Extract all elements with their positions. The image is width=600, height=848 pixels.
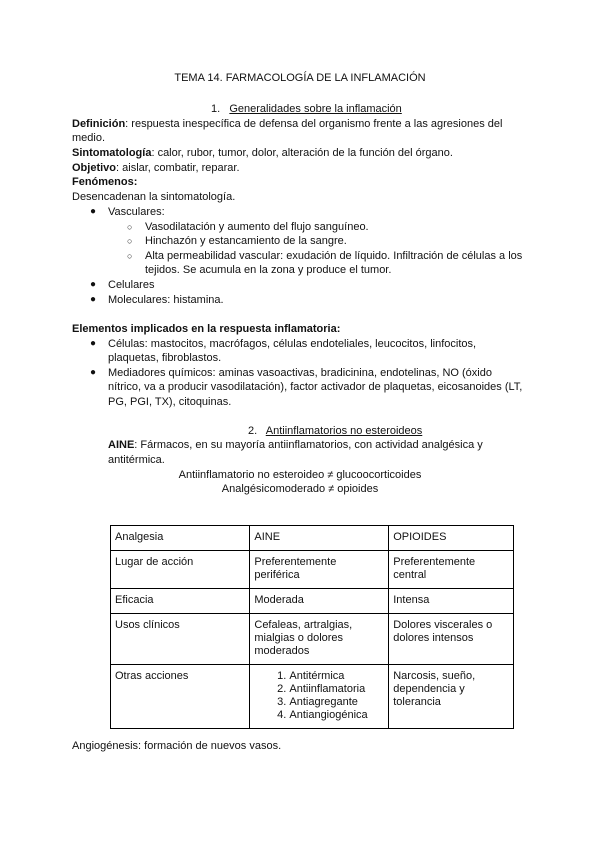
table-header-cell: AINE bbox=[250, 526, 389, 551]
list-item-vasculares: Vasculares: bbox=[108, 206, 165, 218]
list-item-vasc-3-line-1: Alta permeabilidad vascular: exudación de líquido. Infiltración de células a los bbox=[145, 250, 523, 262]
list-item: 2. Antiinflamatoria bbox=[289, 683, 384, 696]
list-item: 3. Antiagregante bbox=[289, 696, 384, 709]
section-1-number: 1. bbox=[211, 103, 221, 115]
objetivo-label: Objetivo bbox=[72, 162, 117, 174]
bullet-icon: ● bbox=[90, 294, 97, 305]
sintomatologia-label: Sintomatología bbox=[72, 147, 152, 159]
note-line-1: Antiinflamatorio no esteroideo ≠ glucoocorticoides bbox=[178, 469, 422, 481]
table-row bbox=[111, 589, 514, 614]
table-row bbox=[111, 665, 514, 729]
list-item-celulas-line-1: Células: mastocitos, macrófagos, células endoteliales, leucocitos, linfocitos, bbox=[108, 338, 477, 350]
circle-bullet-icon: ○ bbox=[127, 251, 133, 261]
fenomenos-label: Fenómenos: bbox=[72, 176, 138, 188]
circle-bullet-icon: ○ bbox=[127, 236, 133, 246]
document-title: TEMA 14. FARMACOLOGÍA DE LA INFLAMACIÓN bbox=[174, 72, 426, 84]
bullet-icon: ● bbox=[90, 206, 97, 217]
table-cell-opioides: Dolores viscerales o dolores intensos bbox=[389, 614, 514, 665]
list-item-vasc-1: Vasodilatación y aumento del flujo sanguíneo. bbox=[145, 221, 369, 233]
otras-acciones-list bbox=[254, 670, 384, 722]
definicion-text: : respuesta inespecífica de defensa del organismo frente a las agresiones del bbox=[125, 118, 503, 130]
definicion-line-2: medio. bbox=[72, 132, 106, 144]
section-2-number: 2. bbox=[248, 425, 258, 437]
section-2-heading bbox=[248, 424, 422, 438]
aine-label: AINE bbox=[108, 439, 135, 451]
section-1-heading bbox=[211, 102, 402, 116]
aine-line-2: antitérmica. bbox=[108, 454, 165, 466]
definicion-line-1 bbox=[72, 117, 502, 131]
sintomatologia-text: : calor, rubor, tumor, dolor, alteración de la función del órgano. bbox=[151, 147, 453, 159]
table-header-cell: Analgesia bbox=[111, 526, 250, 551]
table-header-cell: OPIOIDES bbox=[389, 526, 514, 551]
objetivo-line bbox=[72, 161, 240, 175]
footer-note: Angiogénesis: formación de nuevos vasos. bbox=[72, 740, 282, 752]
list-item-celulas-line-2: plaquetas, fibroblastos. bbox=[108, 352, 222, 364]
objetivo-text: : aislar, combatir, reparar. bbox=[116, 162, 240, 174]
list-item-vasc-3-line-2: tejidos. Se acumula en la zona y produce el tumor. bbox=[145, 264, 392, 276]
bullet-icon: ● bbox=[90, 367, 97, 378]
table-cell-label: Usos clínicos bbox=[111, 614, 250, 665]
definicion-label: Definición bbox=[72, 118, 126, 130]
table-cell-aine bbox=[250, 665, 389, 729]
table-cell-label: Eficacia bbox=[111, 589, 250, 614]
list-item-moleculares: Moleculares: histamina. bbox=[108, 294, 224, 306]
list-item-vasc-2: Hinchazón y estancamiento de la sangre. bbox=[145, 235, 347, 247]
bullet-icon: ● bbox=[90, 338, 97, 349]
table-cell-opioides: Narcosis, sueño, dependencia y tolerancia bbox=[389, 665, 514, 729]
table-row bbox=[111, 614, 514, 665]
list-item-mediadores-line-1: Mediadores químicos: aminas vasoactivas, bradicinina, endotelinas, NO (óxido bbox=[108, 367, 492, 379]
list-item-mediadores-line-3: PG, PGI, TX), citoquinas. bbox=[108, 396, 232, 408]
aine-text: : Fármacos, en su mayoría antiinflamatorios, con actividad analgésica y bbox=[134, 439, 483, 451]
list-item: 1. Antitérmica bbox=[289, 670, 384, 683]
table-cell-opioides: Preferentemente central bbox=[389, 551, 514, 589]
bullet-icon: ● bbox=[90, 279, 97, 290]
table-cell-label: Lugar de acción bbox=[111, 551, 250, 589]
table-row bbox=[111, 551, 514, 589]
table-cell-aine: Preferentemente periférica bbox=[250, 551, 389, 589]
list-item-mediadores-line-2: nítrico, va a producir vasodilatación), factor activador de plaquetas, eicosanoides (LT, bbox=[108, 381, 523, 393]
table-cell-aine: Moderada bbox=[250, 589, 389, 614]
sintomatologia-line bbox=[72, 146, 453, 160]
section-2-title: Antiinflamatorios no esteroideos bbox=[265, 425, 423, 437]
note-line-2: Analgésicomoderado ≠ opioides bbox=[221, 483, 379, 495]
table-header-row bbox=[111, 526, 514, 551]
table-cell-opioides: Intensa bbox=[389, 589, 514, 614]
fenomenos-heading bbox=[72, 175, 137, 189]
section-1-title: Generalidades sobre la inflamación bbox=[229, 103, 402, 115]
list-item: 4. Antiangiogénica bbox=[289, 709, 384, 722]
elementos-heading-text: Elementos implicados en la respuesta inflamatoria: bbox=[72, 323, 341, 335]
table-cell-aine: Cefaleas, artralgias, mialgias o dolores moderados bbox=[250, 614, 389, 665]
comparison-table bbox=[110, 525, 514, 729]
aine-line-1 bbox=[108, 438, 483, 452]
table-cell-label: Otras acciones bbox=[111, 665, 250, 729]
fenomenos-intro: Desencadenan la sintomatología. bbox=[72, 191, 236, 203]
elementos-heading bbox=[72, 322, 340, 336]
list-item-celulares: Celulares bbox=[108, 279, 155, 291]
circle-bullet-icon: ○ bbox=[127, 222, 133, 232]
